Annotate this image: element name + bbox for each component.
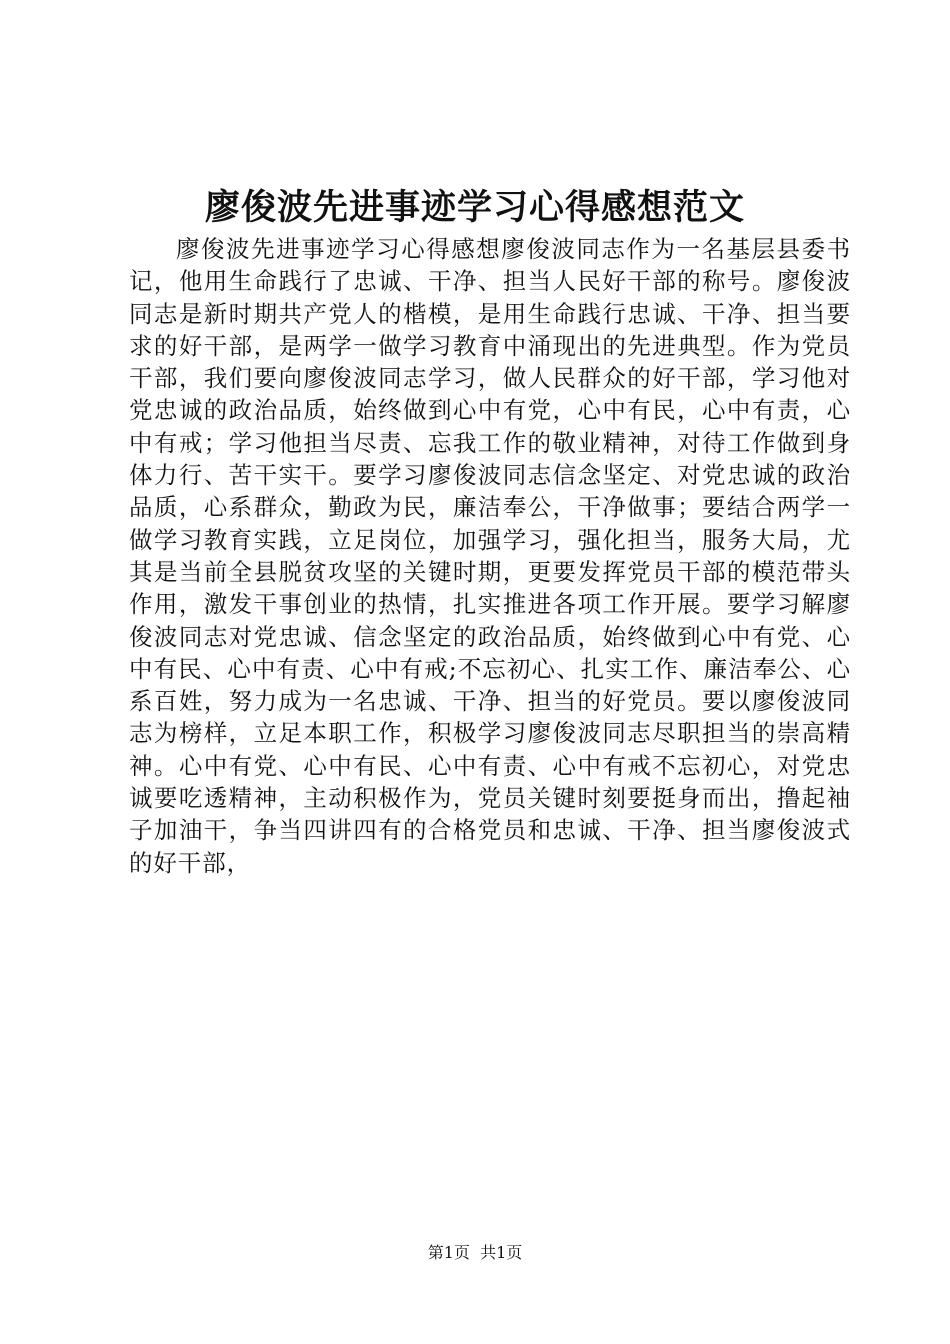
document-body-paragraph: 廖俊波先进事迹学习心得感想廖俊波同志作为一名基层县委书记，他用生命践行了忠诚、干净、担当人民好干部的称号。廖俊波同志是新时期共产党人的楷模，是用生命践行忠诚、干净、担当要求的好干部，是两学一做学习教育中涌现出的先进典型。作为党员干部，我们要向廖俊波同志学习，做人民群众的好干部，学习他对党忠诚的政治品质，始终做到心中有党，心中有民，心中有责，心中有戒；学习他担当尽责、忘我工作的敬业精神，对待工作做到身体力行、苦干实干。要学习廖俊波同志信念坚定、对党忠诚的政治品质，心系群众，勤政为民，廉洁奉公，干净做事；要结合两学一做学习教育实践，立足岗位，加强学习，强化担当，服务大局，尤其是当前全县脱贫攻坚的关键时期，更要发挥党员干部的模范带头作用，激发干事创业的热情，扎实推进各项工作开展。要学习解廖俊波同志对党忠诚、信念坚定的政治品质，始终做到心中有党、心中有民、心中有责、心中有戒;不忘初心、扎实工作、廉洁奉公、心系百姓，努力成为一名忠诚、干净、担当的好党员。要以廖俊波同志为榜样，立足本职工作，积极学习廖俊波同志尽职担当的崇高精神。心中有党、心中有民、心中有责、心中有戒不忘初心，对党忠诚要吃透精神，主动积极作为，党员关键时刻要挺身而出，撸起袖子加油干，争当四讲四有的合格党员和忠诚、干净、担当廖俊波式的好干部， xyxy=(129,235,851,877)
page-number-current: 第1页 xyxy=(427,1243,470,1262)
page-number-total: 共1页 xyxy=(480,1243,523,1262)
page-footer xyxy=(0,1243,950,1263)
document-title: 廖俊波先进事迹学习心得感想范文 xyxy=(204,187,745,228)
